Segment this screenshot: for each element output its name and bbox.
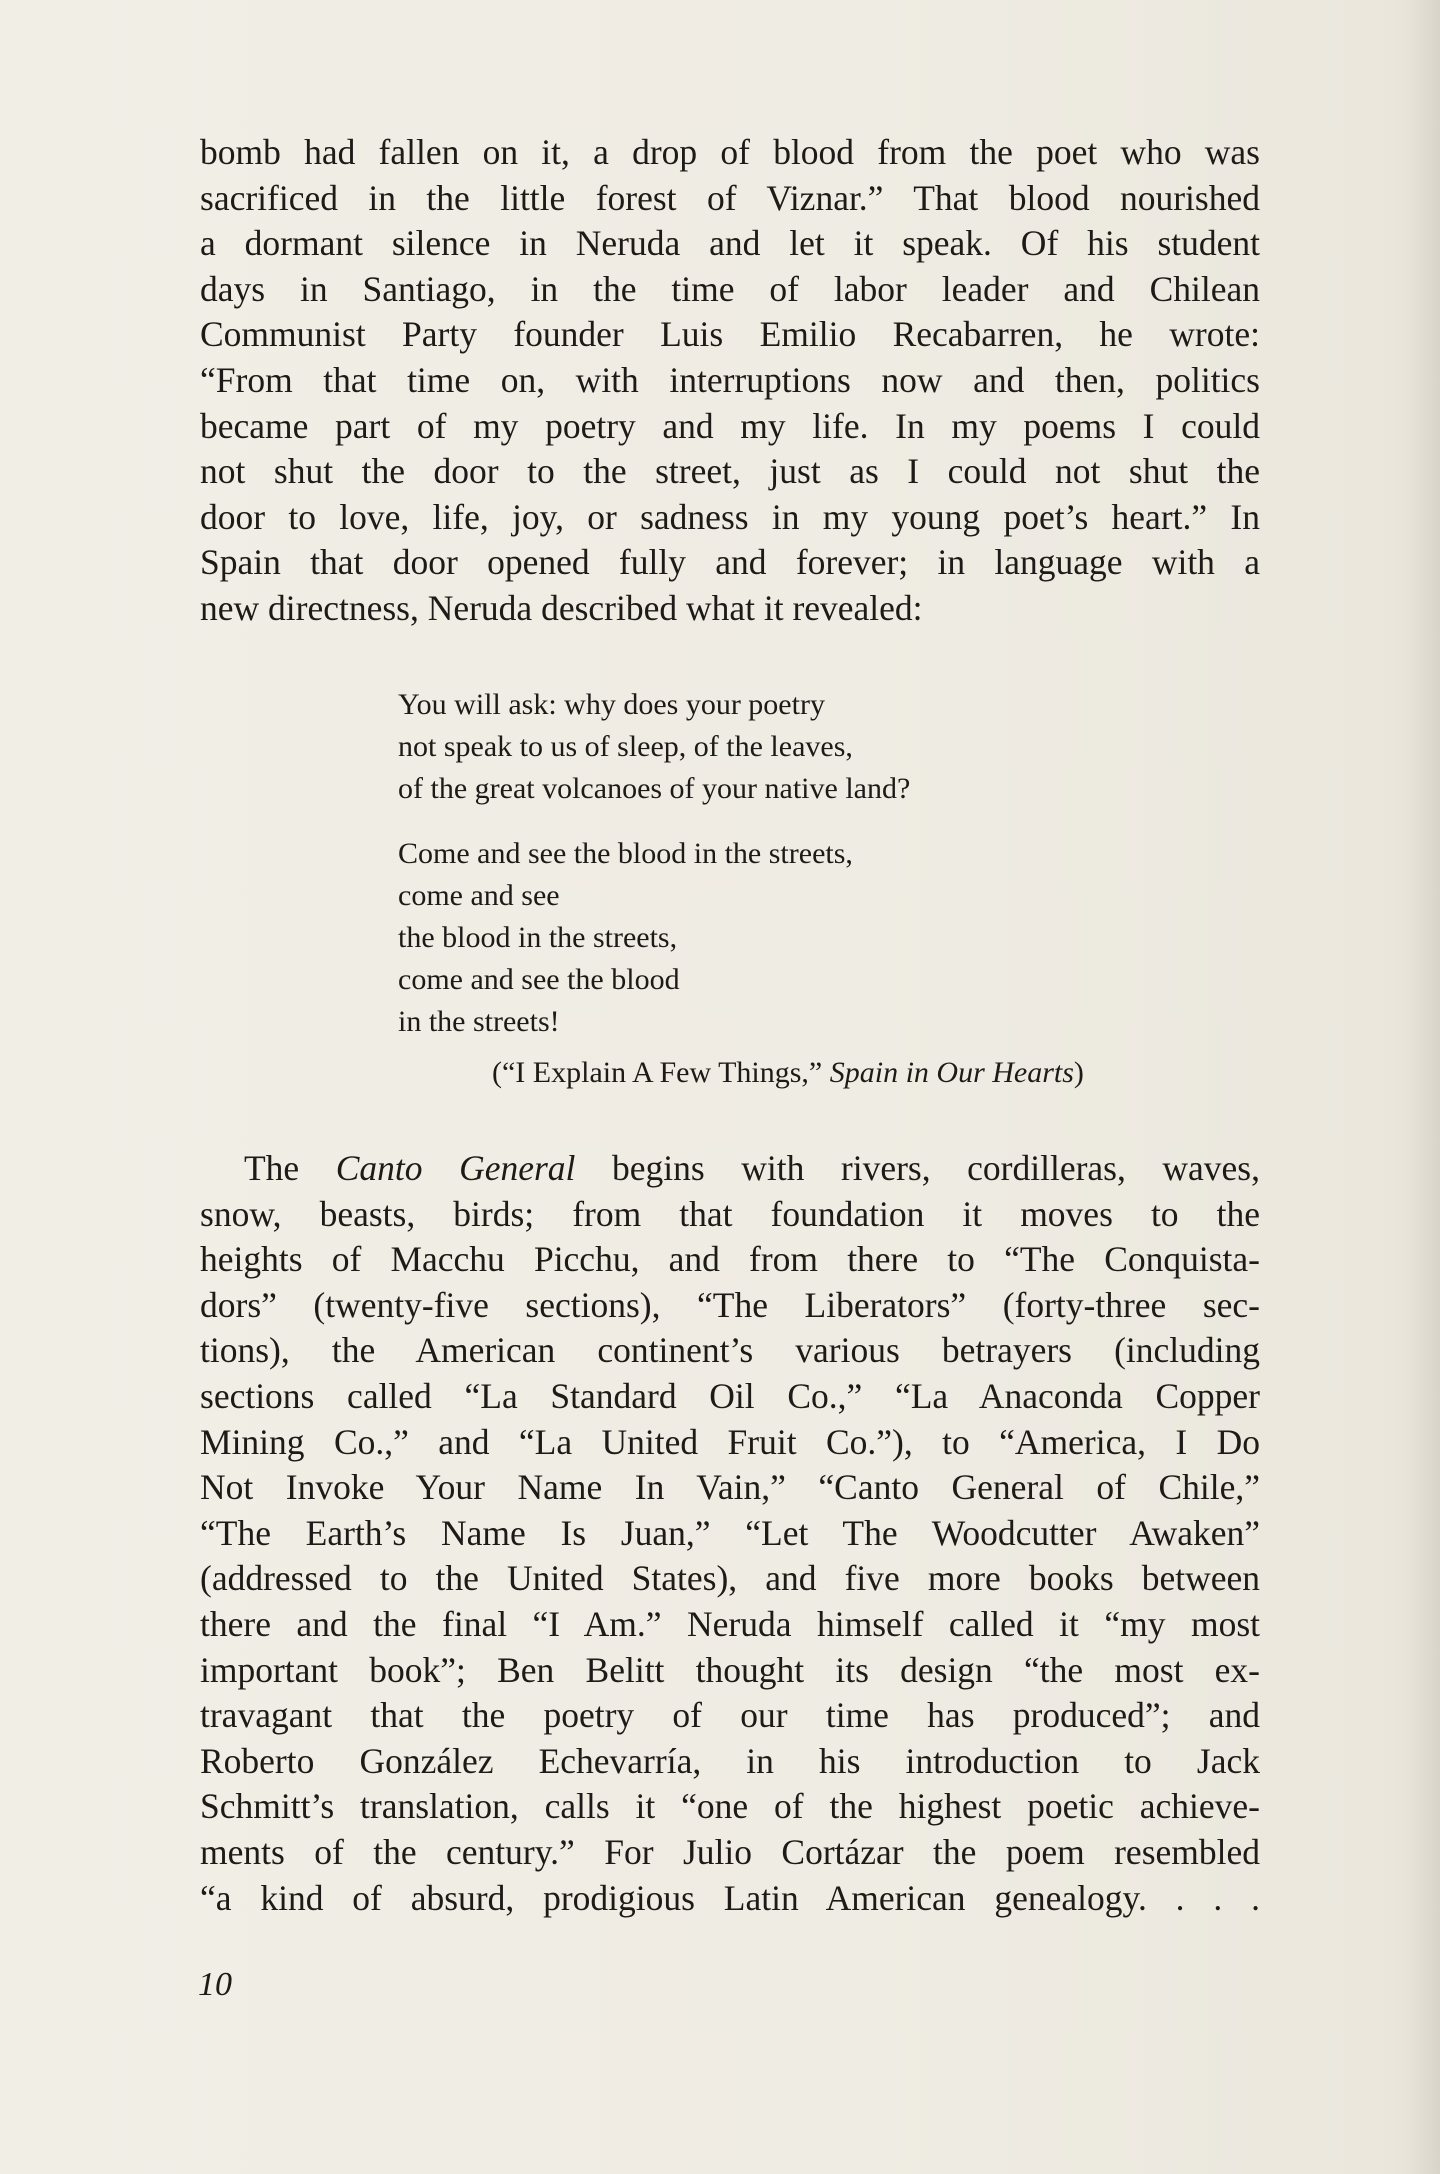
text-line: sections called “La Standard Oil Co.,” “La Anaconda Copper xyxy=(200,1375,1260,1416)
text-line: “From that time on, with interruptions now and then, politics xyxy=(200,359,1260,400)
attribution-open: (“I Explain A Few Things,” xyxy=(492,1056,830,1089)
text-line: door to love, life, joy, or sadness in my young poet’s heart.” In xyxy=(200,496,1260,537)
text-line: snow, beasts, birds; from that foundation it moves to the xyxy=(200,1193,1260,1234)
attribution-book-title: Spain in Our Hearts xyxy=(829,1056,1074,1089)
text-line: not shut the door to the street, just as I could not shut the xyxy=(200,451,1260,492)
text-line: sacrificed in the little forest of Viznar.” That blood nourished xyxy=(200,177,1260,218)
poem-stanza-1 xyxy=(398,684,910,810)
poem-line: You will ask: why does your poetry xyxy=(398,688,825,721)
text-line: ments of the century.” For Julio Cortázar the poem resembled xyxy=(200,1831,1260,1872)
text-line: days in Santiago, in the time of labor leader and Chilean xyxy=(200,268,1260,309)
text-line: dors” (twenty-five sections), “The Liberators” (forty-three sec- xyxy=(200,1284,1260,1325)
text-line: there and the final “I Am.” Neruda himself called it “my most xyxy=(200,1603,1260,1644)
text-line: Mining Co.,” and “La United Fruit Co.”), to “America, I Do xyxy=(200,1421,1260,1462)
text-line: Spain that door opened fully and forever; in language with a xyxy=(200,542,1260,583)
poem-line: come and see the blood xyxy=(398,963,680,996)
text-line: Not Invoke Your Name In Vain,” “Canto General of Chile,” xyxy=(200,1467,1260,1508)
book-title-canto-general: Canto General xyxy=(335,1148,576,1188)
poem-quotation xyxy=(398,684,910,1043)
poem-line: not speak to us of sleep, of the leaves, xyxy=(398,730,853,763)
text-line: became part of my poetry and my life. In my poems I could xyxy=(200,405,1260,446)
text-run: The xyxy=(244,1148,336,1188)
poem-line: the blood in the streets, xyxy=(398,921,678,954)
text-run: begins with rivers, cordilleras, waves, xyxy=(575,1148,1260,1188)
poem-line: Come and see the blood in the streets, xyxy=(398,837,853,870)
body-paragraph-2 xyxy=(200,1146,1260,1921)
text-line: travagant that the poetry of our time has produced”; and xyxy=(200,1695,1260,1736)
text-line: (addressed to the United States), and five more books between xyxy=(200,1558,1260,1599)
attribution-close: ) xyxy=(1073,1056,1084,1089)
text-line: heights of Macchu Picchu, and from there to “The Conquista- xyxy=(200,1239,1260,1280)
text-line: tions), the American continent’s various betrayers (including xyxy=(200,1330,1260,1371)
text-line: Schmitt’s translation, calls it “one of the highest poetic achieve- xyxy=(200,1786,1260,1827)
page-edge-shadow xyxy=(1406,0,1440,2174)
poem-attribution xyxy=(492,1052,1084,1094)
page-number: 10 xyxy=(198,1966,232,2003)
text-line: Communist Party founder Luis Emilio Recabarren, he wrote: xyxy=(200,314,1260,355)
text-line: important book”; Ben Belitt thought its design “the most ex- xyxy=(200,1649,1260,1690)
text-line: Roberto González Echevarría, in his introduction to Jack xyxy=(200,1740,1260,1781)
text-line: new directness, Neruda described what it revealed: xyxy=(200,587,923,628)
body-paragraph-1 xyxy=(200,130,1260,632)
poem-line: of the great volcanoes of your native land? xyxy=(398,772,911,805)
poem-line: come and see xyxy=(398,879,560,912)
poem-line: in the streets! xyxy=(398,1005,560,1038)
text-line: a dormant silence in Neruda and let it speak. Of his student xyxy=(200,223,1260,264)
text-line xyxy=(200,1146,1260,1192)
poem-stanza-2 xyxy=(398,833,910,1043)
text-line: “The Earth’s Name Is Juan,” “Let The Woodcutter Awaken” xyxy=(200,1512,1260,1553)
text-line: “a kind of absurd, prodigious Latin American genealogy. . . . xyxy=(200,1877,1260,1918)
text-line: bomb had fallen on it, a drop of blood from the poet who was xyxy=(200,132,1260,172)
